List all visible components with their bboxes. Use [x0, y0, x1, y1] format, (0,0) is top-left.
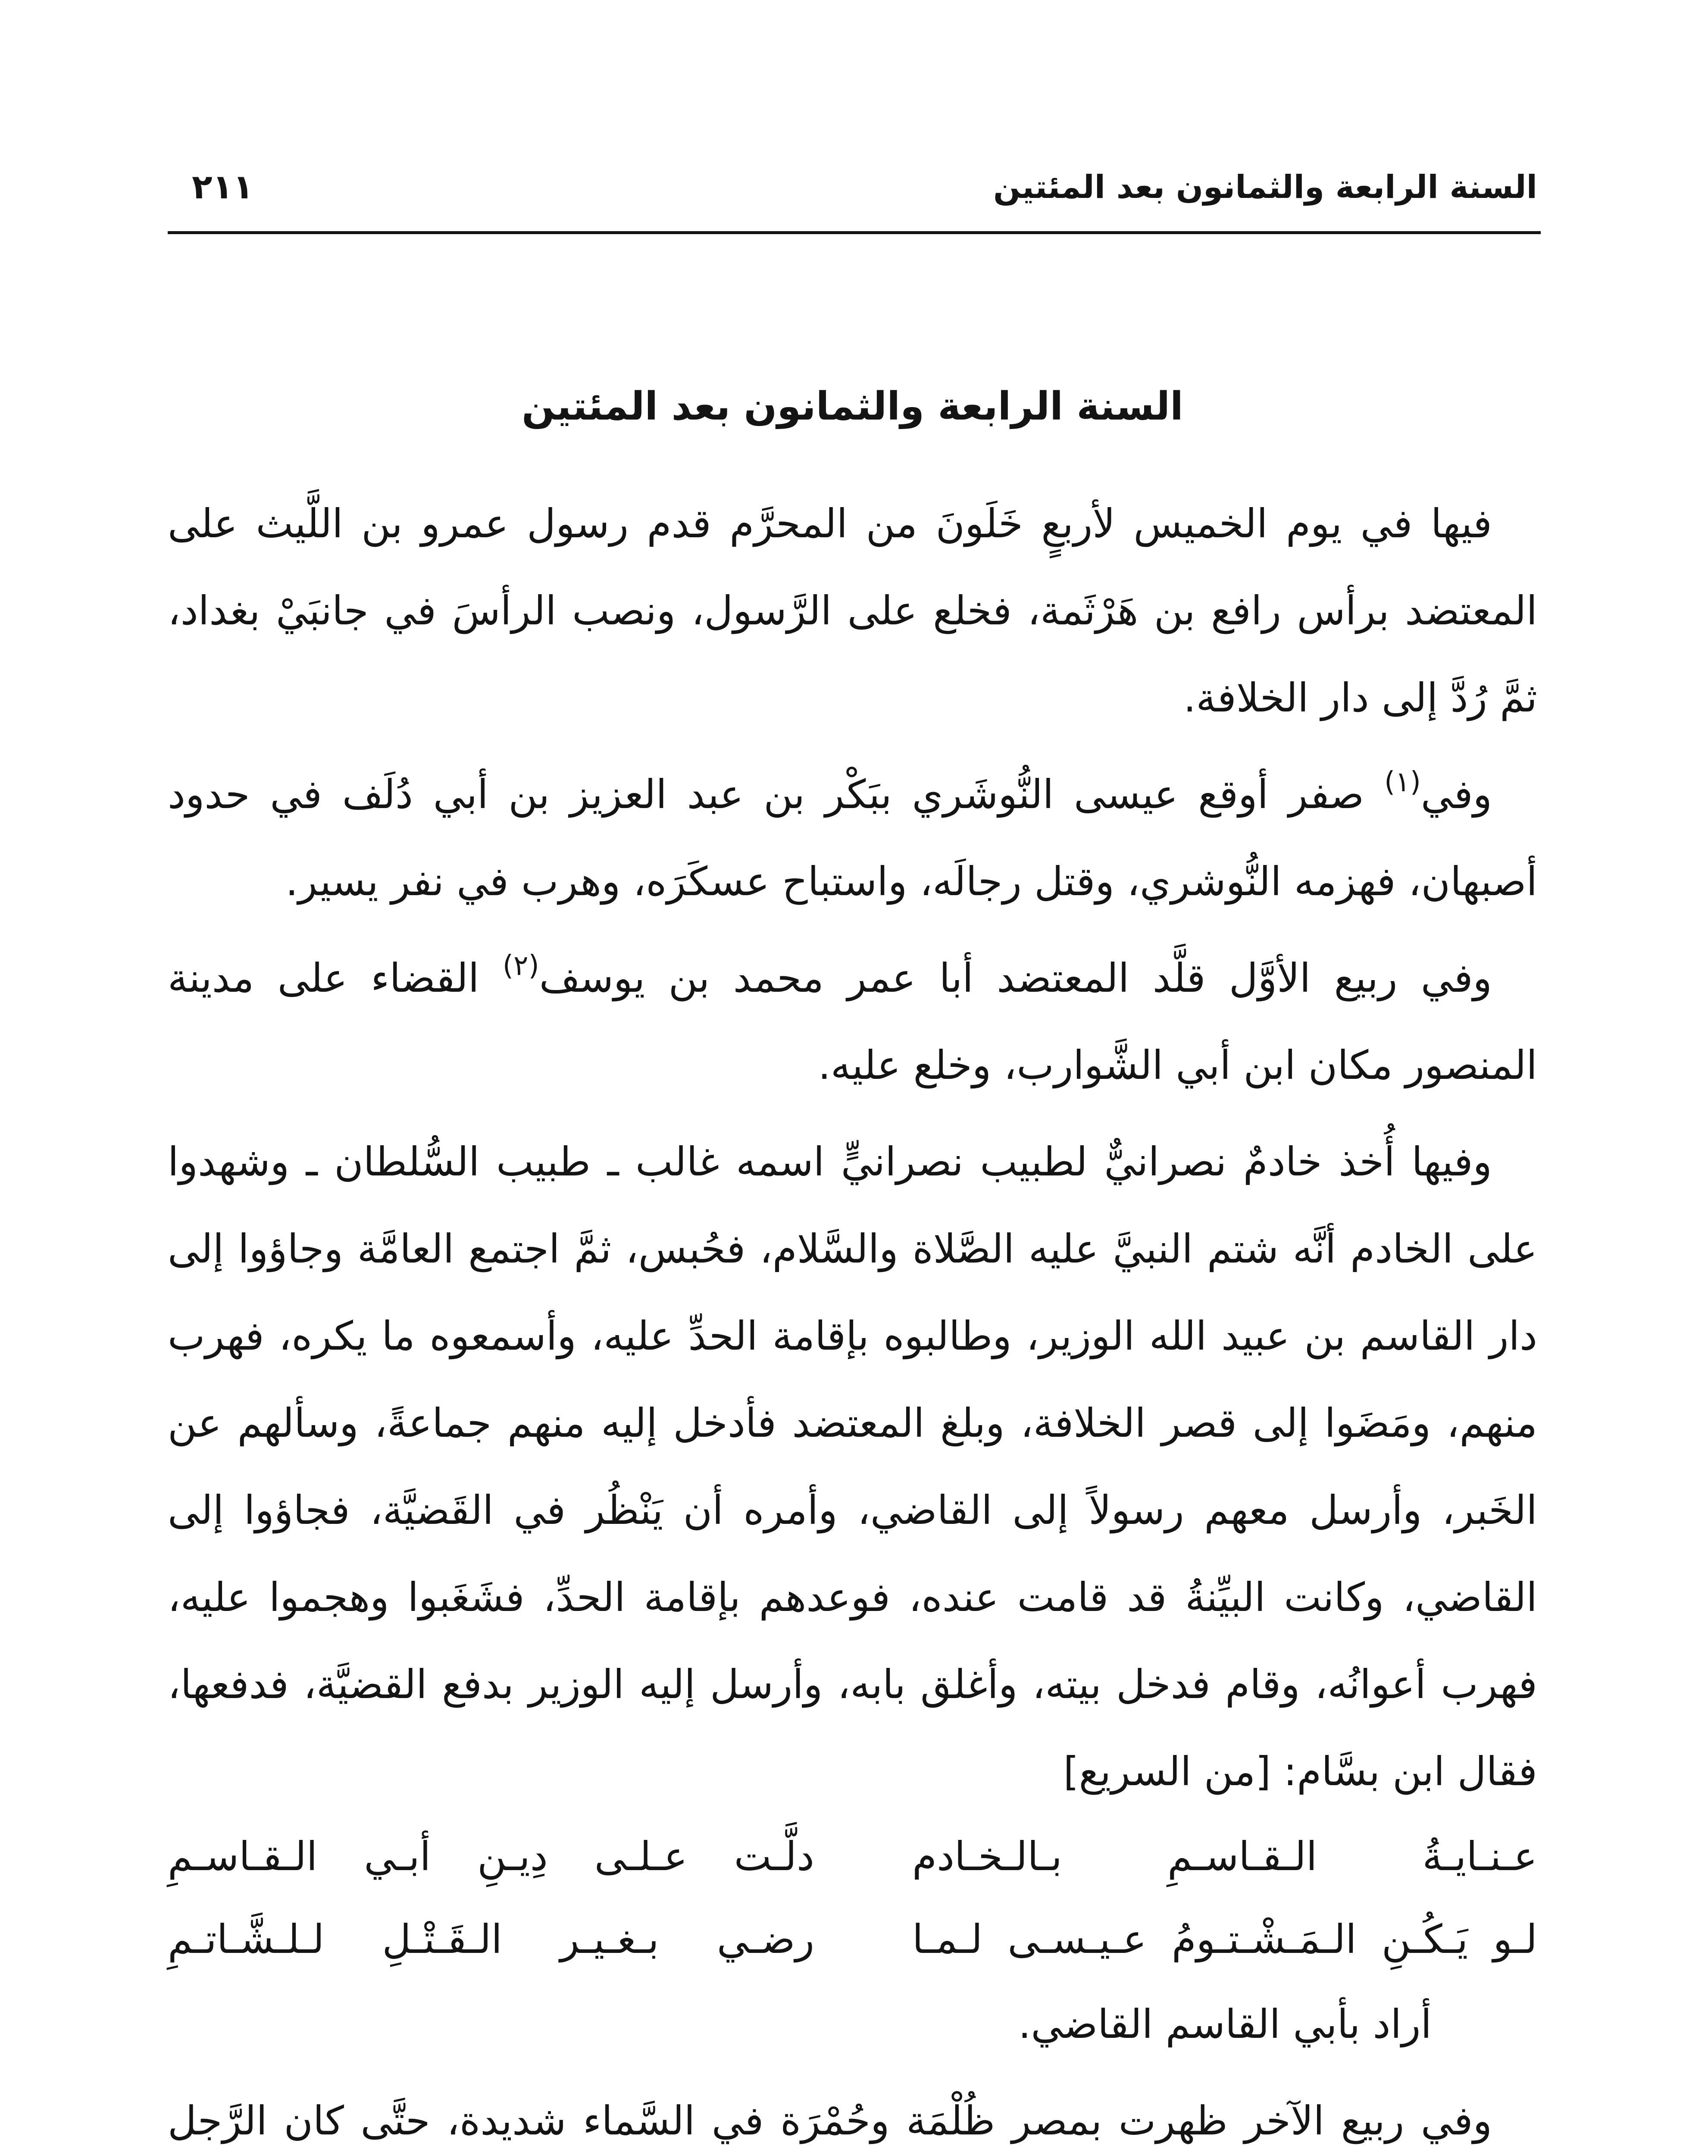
- text-line: وفي ربيع الآخر ظهرت بمصر ظُلْمَة وحُمْرَة في السَّماء شديدة، حتَّى كان الرَّجل: [168, 2098, 1492, 2144]
- hemistich-second: رضـي بـغـيـر الـقَـتْـلِ لـلـشَّـاتـمِ: [168, 1916, 814, 1962]
- paragraph: [168, 480, 1537, 742]
- poem-verse: [168, 1815, 1537, 1898]
- paragraph: [168, 2078, 1537, 2156]
- text-line: القاضي، وكانت البيِّنةُ قد قامت عنده، فوعدهم بإقامة الحدِّ، فشَغَبوا وهجموا عليه،: [168, 1574, 1537, 1620]
- text-line: [168, 751, 1537, 838]
- text-line: منهم، ومَضَوا إلى قصر الخلافة، وبلغ المعتضد فأدخل إليه منهم جماعةً، وسألهم عن: [168, 1400, 1537, 1446]
- text-line: المنصور مكان ابن أبي الشَّوارب، وخلع عليه.: [818, 1042, 1537, 1088]
- text-segment: صفر أوقع عيسى النُّوشَري ببَكْر بن عبد العزيز بن أبي دُلَف في حدود: [168, 771, 1385, 818]
- text-line: على الخادم أنَّه شتم النبيَّ عليه الصَّلاة والسَّلام، فحُبس، ثمَّ اجتمع العامَّة وجاؤوا إلى: [168, 1226, 1537, 1272]
- header-rule: [168, 231, 1541, 234]
- paragraph: [168, 751, 1537, 925]
- text-line: ثمَّ رُدَّ إلى دار الخلافة.: [1183, 675, 1537, 721]
- hemistich-first: عـنـايـةُ الـقـاسـمِ بـالـخـادم: [912, 1833, 1537, 1880]
- text-line: فيها في يوم الخميس لأربعٍ خَلَونَ من المحرَّم قدم رسول عمرو بن اللَّيث على: [168, 501, 1492, 547]
- poem-verse: [168, 1898, 1537, 1981]
- text-line: فهرب أعوانُه، وقام فدخل بيته، وأغلق بابه، وأرسل إليه الوزير بدفع القضيَّة، فدفعها،: [168, 1661, 1537, 1708]
- text-line: فقال ابن بسَّام: [من السريع]: [1063, 1749, 1537, 1795]
- text-line: [168, 935, 1537, 1022]
- text-segment: وفي: [1420, 771, 1492, 818]
- text-line: المعتضد برأس رافع بن هَرْثَمة، فخلع على الرَّسول، ونصب الرأسَ في جانبَيْ بغداد،: [168, 588, 1537, 634]
- chapter-title: السنة الرابعة والثمانون بعد المئتين: [522, 384, 1183, 429]
- text-segment: وفي ربيع الأوَّل قلَّد المعتضد أبا عمر محمد بن يوسف: [539, 955, 1492, 1001]
- text-line: دار القاسم بن عبيد الله الوزير، وطالبوه بإقامة الحدِّ عليه، وأسمعوه ما يكره، فهرب: [168, 1313, 1537, 1359]
- running-header: [168, 163, 1537, 211]
- paragraph: [168, 935, 1537, 1109]
- text-line: وفيها أُخذ خادمٌ نصرانيٌّ لطبيب نصرانيٍّ اسمه غالب ـ طبيب السُّلطان ـ وشهدوا: [168, 1139, 1492, 1185]
- main-text: [168, 480, 1537, 2156]
- paragraph: [168, 1119, 1537, 2068]
- footnote-ref: (٢): [502, 950, 539, 982]
- running-title: السنة الرابعة والثمانون بعد المئتين: [993, 169, 1537, 206]
- text-line: أصبهان، فهزمه النُّوشري، وقتل رجالَه، واستباح عسكَرَه، وهرب في نفر يسير.: [285, 859, 1537, 905]
- poem: [168, 1815, 1537, 2068]
- hemistich-second: دلَّـت عـلـى دِيـنِ أبـي الـقـاسـمِ: [168, 1833, 814, 1880]
- footnote-ref: (١): [1384, 766, 1421, 799]
- text-segment: القضاء على مدينة: [168, 955, 503, 1001]
- page-number: ٢١١: [192, 168, 253, 207]
- poem-note: أراد بأبي القاسم القاضي.: [1018, 2001, 1432, 2047]
- hemistich-first: لـو يَـكُـنِ الـمَـشْـتـومُ عـيـسـى لـمـا: [912, 1916, 1537, 1962]
- text-line: الخَبر، وأرسل معهم رسولاً إلى القاضي، وأمره أن يَنْظُر في القَضيَّة، فجاؤوا إلى: [168, 1487, 1537, 1533]
